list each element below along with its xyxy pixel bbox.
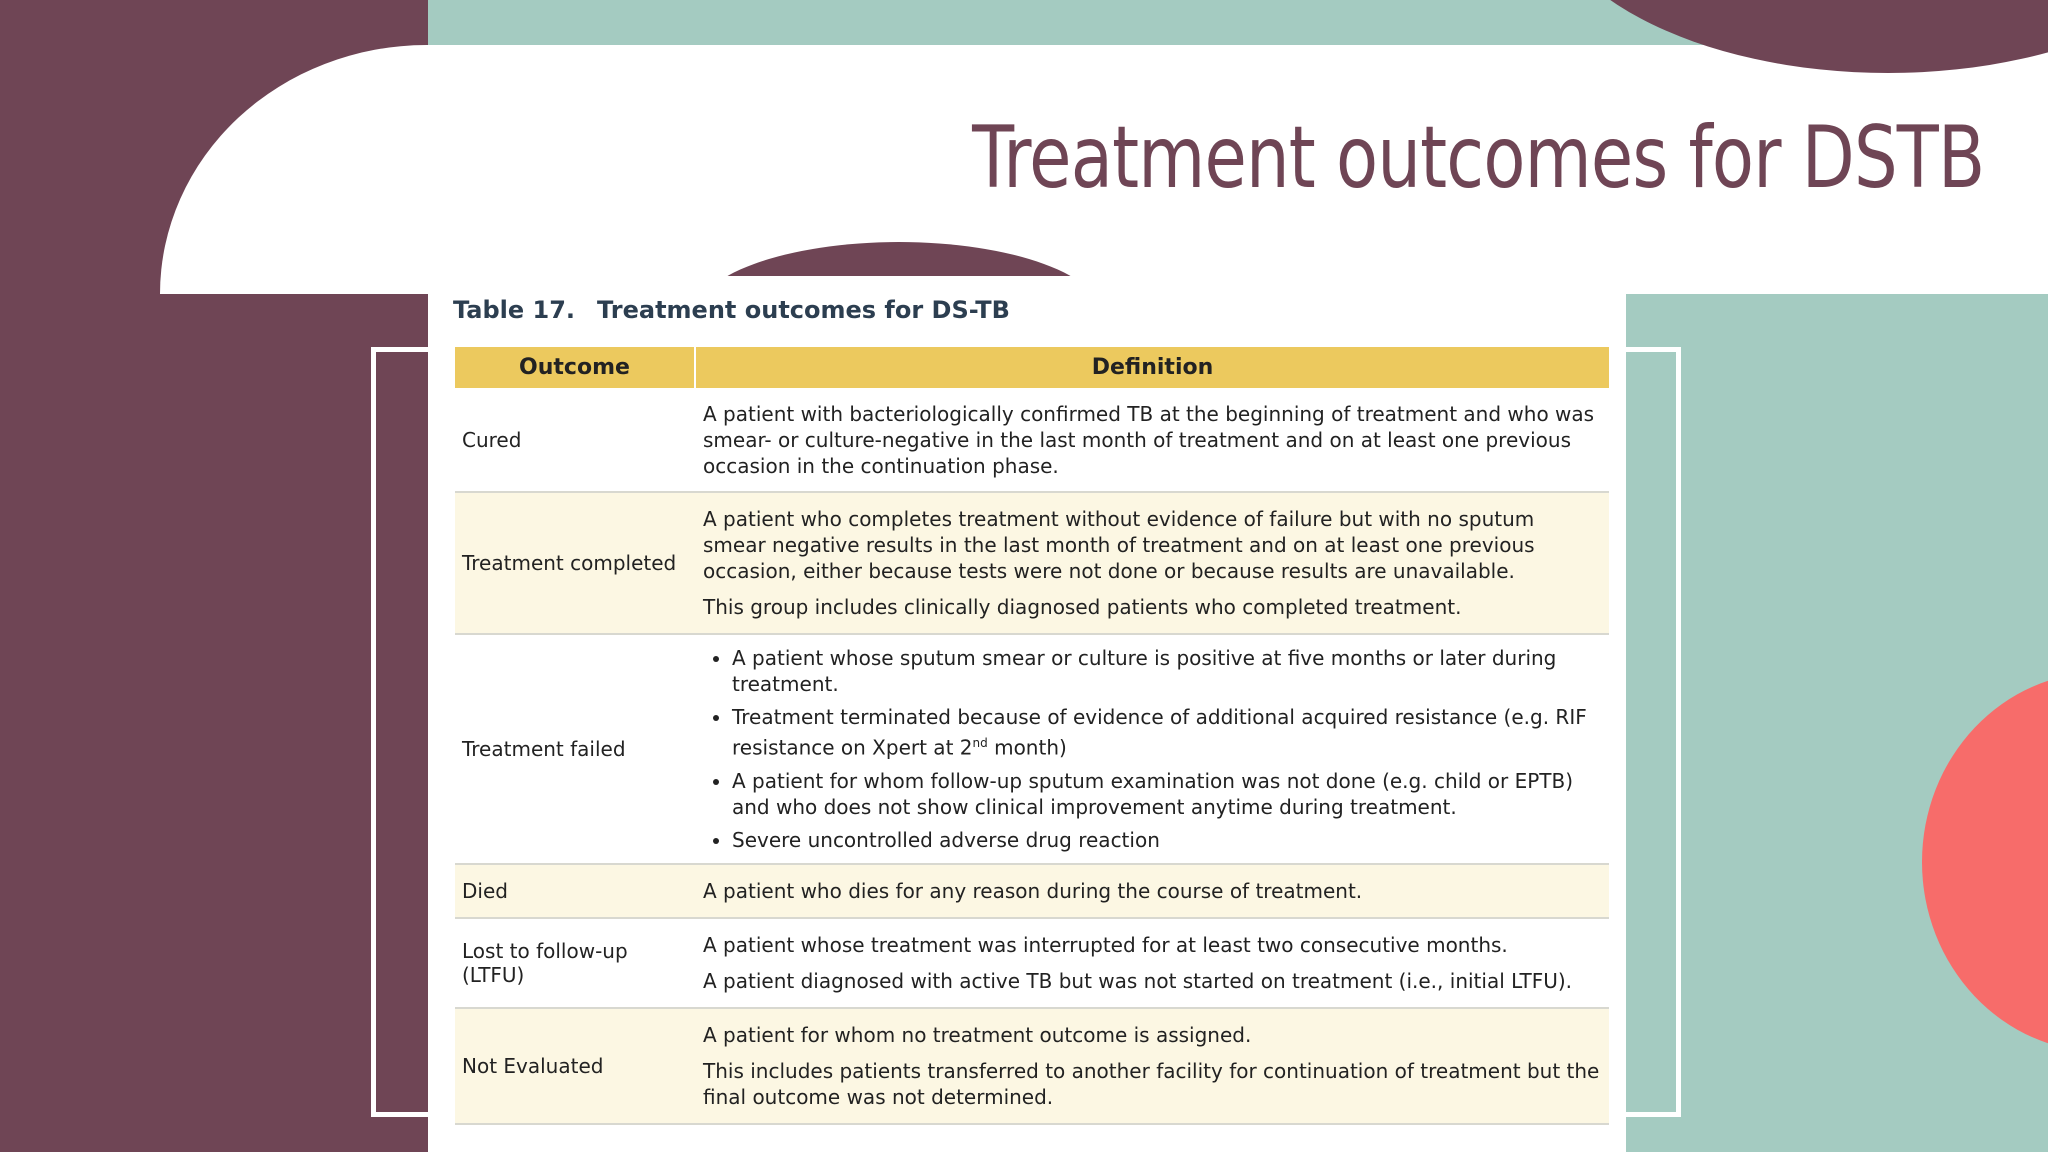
definition-text: A patient who dies for any reason during the course of treatment. xyxy=(703,879,1363,903)
definition-cell xyxy=(695,634,1609,864)
outcome-cell: Not Evaluated xyxy=(455,1008,695,1124)
definition-text: This includes patients transferred to another facility for continuation of treatment but the final outcome was not determined. xyxy=(703,1059,1600,1109)
list-item-text: month) xyxy=(987,735,1067,760)
definition-text: A patient diagnosed with active TB but was not started on treatment (i.e., initial LTFU). xyxy=(703,969,1573,993)
list-item: • A patient whose sputum smear or culture is positive at five months or later during treatment. xyxy=(732,645,1601,697)
table-panel xyxy=(428,276,1626,1152)
table-row-not-evaluated xyxy=(455,1008,1609,1124)
header-outcome: Outcome xyxy=(455,347,695,388)
table-header-row xyxy=(455,347,1609,388)
table-caption-number: Table 17. xyxy=(453,296,576,324)
definition-text: A patient for whom no treatment outcome is assigned. xyxy=(703,1023,1252,1047)
superscript: nd xyxy=(972,736,988,751)
slide-title: Treatment outcomes for DSTB xyxy=(971,108,1984,208)
definition-cell xyxy=(695,492,1609,634)
table-caption-title: Treatment outcomes for DS-TB xyxy=(597,296,1010,324)
table-row-cured xyxy=(455,388,1609,492)
table-row-lost-to-follow-up xyxy=(455,918,1609,1008)
header-definition: Definition xyxy=(695,347,1609,388)
definition-cell xyxy=(695,388,1609,492)
definition-text: A patient who completes treatment without evidence of failure but with no sputum smear negative results in the last month of treatment and on at least one previous occasion, either because tests were not done or because results are unavailable. xyxy=(703,507,1535,583)
definition-text: A patient whose treatment was interrupted for at least two consecutive months. xyxy=(703,933,1508,957)
table-caption xyxy=(453,296,1010,324)
table-row-died xyxy=(455,864,1609,918)
definition-cell xyxy=(695,1008,1609,1124)
list-item: • A patient for whom follow-up sputum examination was not done (e.g. child or EPTB) and who does not show clinical improvement anytime during treatment. xyxy=(732,768,1601,820)
definition-cell xyxy=(695,864,1609,918)
list-item: • Severe uncontrolled adverse drug reaction xyxy=(732,827,1601,853)
outcomes-table xyxy=(455,347,1609,1125)
outcome-cell: Died xyxy=(455,864,695,918)
outcome-cell: Treatment completed xyxy=(455,492,695,634)
list-item-text: Treatment terminated because of evidence of additional acquired resistance (e.g. RIF resistance on Xpert at 2 xyxy=(732,705,1587,760)
list-item xyxy=(732,704,1601,761)
table-row-treatment-failed xyxy=(455,634,1609,864)
outcome-cell: Treatment failed xyxy=(455,634,695,864)
failure-criteria-list xyxy=(703,645,1601,853)
table-row-treatment-completed xyxy=(455,492,1609,634)
definition-text: A patient with bacteriologically confirmed TB at the beginning of treatment and who was smear- or culture-negative in the last month of treatment and on at least one previous occasion in the continuation phase. xyxy=(703,401,1595,478)
definition-text: This group includes clinically diagnosed patients who completed treatment. xyxy=(703,595,1462,619)
definition-cell xyxy=(695,918,1609,1008)
outcome-cell: Cured xyxy=(455,388,695,492)
outcome-cell: Lost to follow-up (LTFU) xyxy=(455,918,695,1008)
